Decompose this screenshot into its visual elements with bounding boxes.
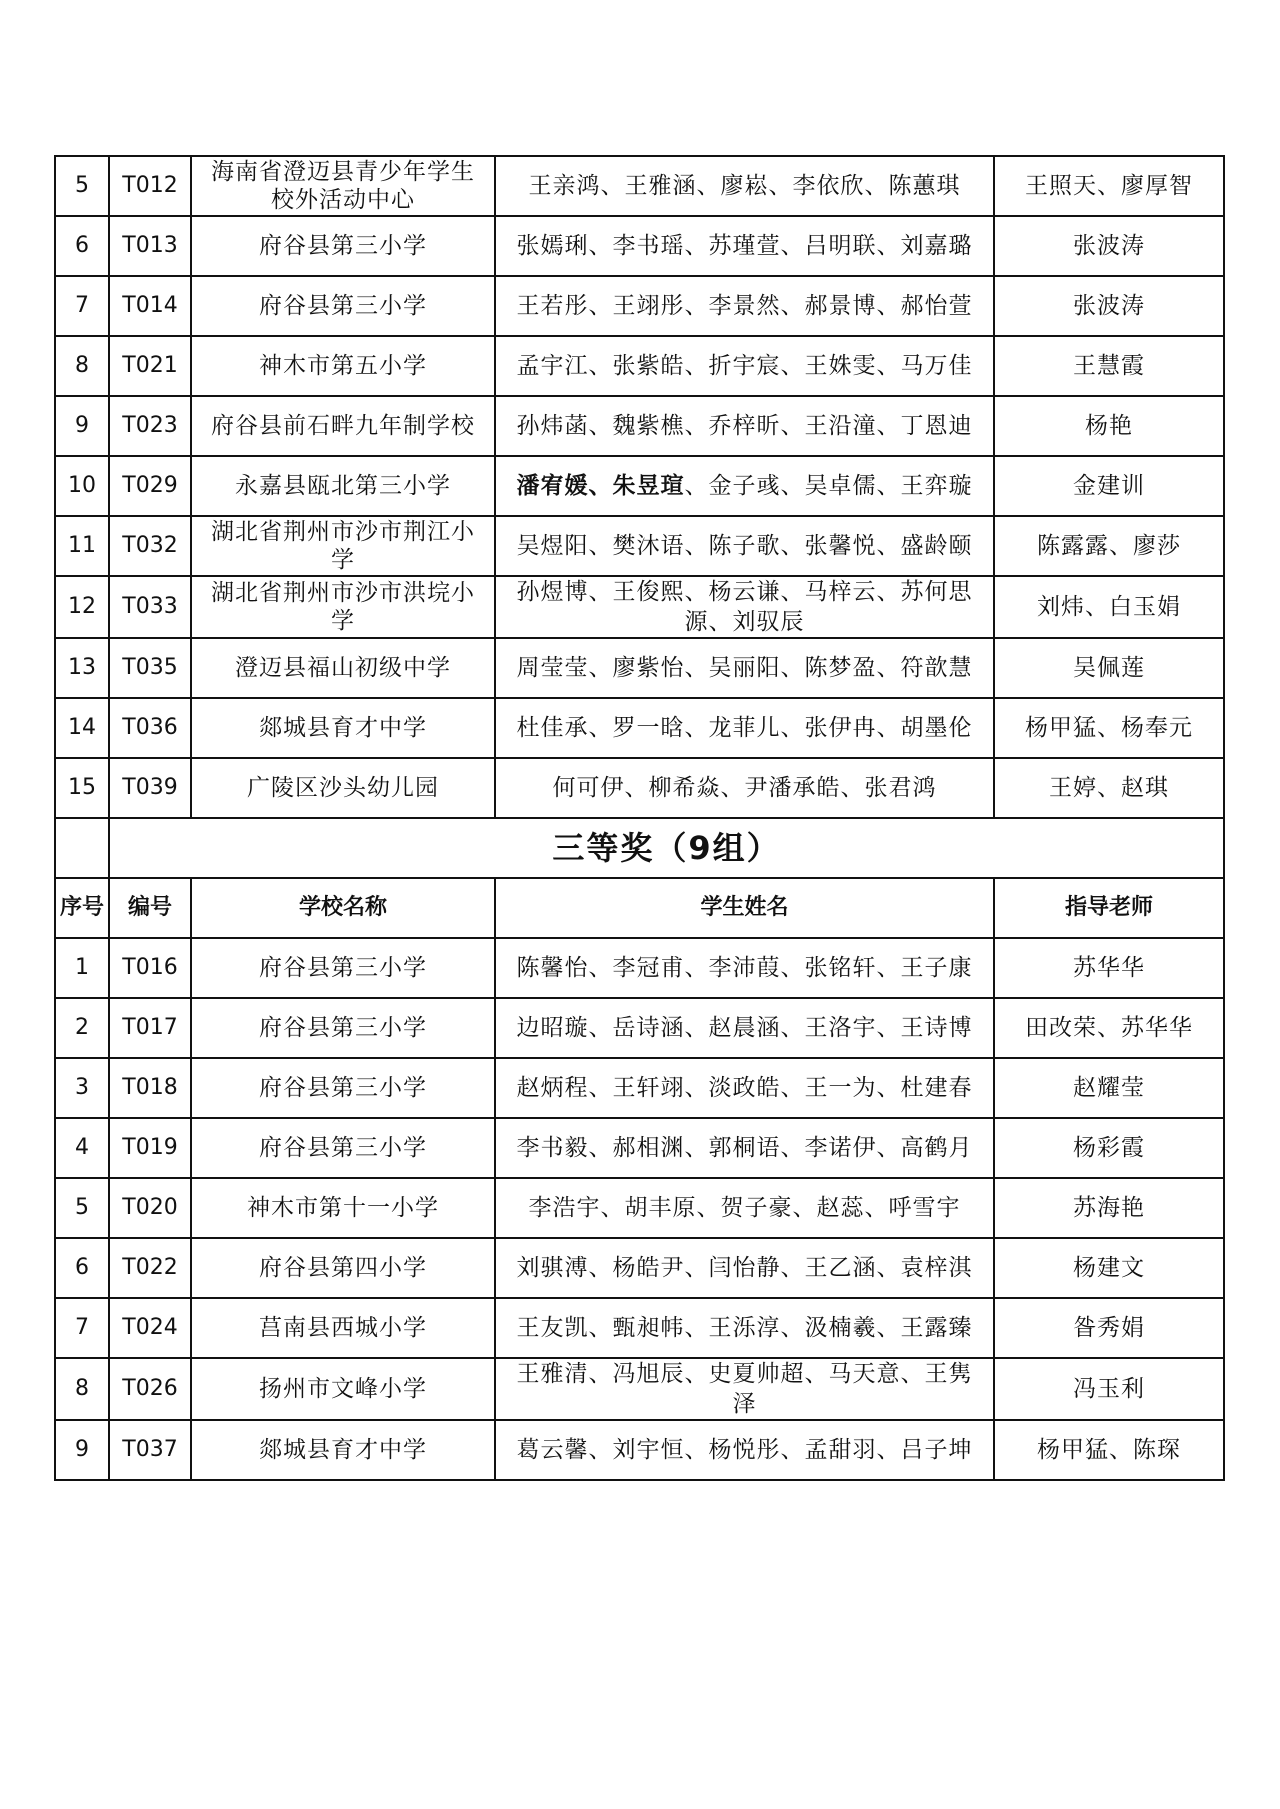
row-code: T036 <box>109 698 191 758</box>
row-students: 王亲鸿、王雅涵、廖崧、李依欣、陈蕙琪 <box>495 156 994 216</box>
row-index: 3 <box>55 1058 109 1118</box>
row-students: 边昭璇、岳诗涵、赵晨涵、王洛宇、王诗博 <box>495 998 994 1058</box>
row-school: 海南省澄迈县青少年学生校外活动中心 <box>191 156 495 216</box>
row-students: 周莹莹、廖紫怡、吴丽阳、陈梦盈、符歆慧 <box>495 638 994 698</box>
row-students: 赵炳程、王轩翊、淡政皓、王一为、杜建春 <box>495 1058 994 1118</box>
row-students: 王若彤、王翊彤、李景然、郝景博、郝怡萱 <box>495 276 994 336</box>
row-index: 1 <box>55 938 109 998</box>
row-teacher: 金建训 <box>994 456 1224 516</box>
row-school: 莒南县西城小学 <box>191 1298 495 1358</box>
row-teacher: 赵耀莹 <box>994 1058 1224 1118</box>
row-teacher: 杨甲猛、陈琛 <box>994 1420 1224 1480</box>
row-index: 6 <box>55 1238 109 1298</box>
header-code: 编号 <box>109 878 191 938</box>
row-code: T020 <box>109 1178 191 1238</box>
row-code: T037 <box>109 1420 191 1480</box>
row-code: T012 <box>109 156 191 216</box>
table-row <box>55 638 1224 698</box>
header-school: 学校名称 <box>191 878 495 938</box>
row-index: 5 <box>55 156 109 216</box>
row-code: T029 <box>109 456 191 516</box>
row-code: T033 <box>109 576 191 638</box>
row-teacher: 张波涛 <box>994 276 1224 336</box>
row-index: 8 <box>55 336 109 396</box>
table-row <box>55 1238 1224 1298</box>
table-row <box>55 758 1224 818</box>
row-teacher: 冯玉利 <box>994 1358 1224 1420</box>
table-row <box>55 998 1224 1058</box>
row-index: 14 <box>55 698 109 758</box>
row-teacher: 杨彩霞 <box>994 1118 1224 1178</box>
row-students: 王雅清、冯旭辰、史夏帅超、马天意、王隽泽 <box>495 1358 994 1420</box>
row-school: 神木市第十一小学 <box>191 1178 495 1238</box>
row-index: 5 <box>55 1178 109 1238</box>
row-index: 7 <box>55 276 109 336</box>
table-row <box>55 1058 1224 1118</box>
row-teacher: 王照天、廖厚智 <box>994 156 1224 216</box>
row-school: 郯城县育才中学 <box>191 698 495 758</box>
table-row <box>55 938 1224 998</box>
row-index: 7 <box>55 1298 109 1358</box>
row-code: T018 <box>109 1058 191 1118</box>
row-students: 孙炜菡、魏紫樵、乔梓昕、王沿潼、丁恩迪 <box>495 396 994 456</box>
row-school: 神木市第五小学 <box>191 336 495 396</box>
header-index: 序号 <box>55 878 109 938</box>
row-students: 孟宇江、张紫皓、折宇宸、王姝雯、马万佳 <box>495 336 994 396</box>
table-row <box>55 1178 1224 1238</box>
row-students: 何可伊、柳希焱、尹潘承皓、张君鸿 <box>495 758 994 818</box>
row-code: T021 <box>109 336 191 396</box>
row-teacher: 杨甲猛、杨奉元 <box>994 698 1224 758</box>
row-school: 扬州市文峰小学 <box>191 1358 495 1420</box>
row-school: 郯城县育才中学 <box>191 1420 495 1480</box>
row-code: T035 <box>109 638 191 698</box>
row-school: 府谷县第三小学 <box>191 1118 495 1178</box>
row-teacher: 昝秀娟 <box>994 1298 1224 1358</box>
row-code: T026 <box>109 1358 191 1420</box>
table-row <box>55 456 1224 516</box>
row-index: 13 <box>55 638 109 698</box>
table-row <box>55 216 1224 276</box>
row-code: T039 <box>109 758 191 818</box>
row-teacher: 刘炜、白玉娟 <box>994 576 1224 638</box>
row-code: T013 <box>109 216 191 276</box>
row-students: 王友凯、甄昶帏、王泺淳、汲楠羲、王露臻 <box>495 1298 994 1358</box>
row-students: 刘骐溥、杨皓尹、闫怡静、王乙涵、袁梓淇 <box>495 1238 994 1298</box>
row-index: 8 <box>55 1358 109 1420</box>
table-row <box>55 516 1224 576</box>
row-teacher: 张波涛 <box>994 216 1224 276</box>
header-students: 学生姓名 <box>495 878 994 938</box>
table-row <box>55 336 1224 396</box>
row-students: 李浩宇、胡丰原、贺子豪、赵蕊、呼雪宇 <box>495 1178 994 1238</box>
students-highlighted: 潘宥媛、朱昱瑄 <box>516 472 685 499</box>
row-index: 15 <box>55 758 109 818</box>
awards-table <box>54 155 1225 1481</box>
row-students <box>495 456 994 516</box>
table-row <box>55 396 1224 456</box>
row-teacher: 王婷、赵琪 <box>994 758 1224 818</box>
row-students: 张嫣琍、李书瑶、苏瑾萱、吕明联、刘嘉璐 <box>495 216 994 276</box>
row-index: 9 <box>55 396 109 456</box>
header-teacher: 指导老师 <box>994 878 1224 938</box>
table-row <box>55 576 1224 638</box>
row-school: 湖北省荆州市沙市荆江小学 <box>191 516 495 576</box>
section-blank-cell <box>55 818 109 878</box>
row-students: 葛云馨、刘宇恒、杨悦彤、孟甜羽、吕子坤 <box>495 1420 994 1480</box>
row-teacher: 陈露露、廖莎 <box>994 516 1224 576</box>
section-title: 三等奖（9组） <box>109 818 1224 878</box>
row-index: 11 <box>55 516 109 576</box>
table-row <box>55 1358 1224 1420</box>
table-row <box>55 1298 1224 1358</box>
table-row <box>55 156 1224 216</box>
row-students: 孙煜博、王俊熙、杨云谦、马梓云、苏何思源、刘驭辰 <box>495 576 994 638</box>
row-school: 府谷县第三小学 <box>191 276 495 336</box>
row-school: 府谷县前石畔九年制学校 <box>191 396 495 456</box>
row-code: T014 <box>109 276 191 336</box>
second-prize-rows <box>55 156 1224 818</box>
table-header-row <box>55 878 1224 938</box>
row-school: 澄迈县福山初级中学 <box>191 638 495 698</box>
section-title-row <box>55 818 1224 878</box>
row-school: 府谷县第三小学 <box>191 1058 495 1118</box>
row-teacher: 杨艳 <box>994 396 1224 456</box>
row-code: T022 <box>109 1238 191 1298</box>
row-index: 12 <box>55 576 109 638</box>
row-index: 2 <box>55 998 109 1058</box>
row-code: T016 <box>109 938 191 998</box>
table-row <box>55 1420 1224 1480</box>
row-index: 9 <box>55 1420 109 1480</box>
row-school: 广陵区沙头幼儿园 <box>191 758 495 818</box>
table-row <box>55 1118 1224 1178</box>
row-teacher: 杨建文 <box>994 1238 1224 1298</box>
row-students: 陈馨怡、李冠甫、李沛葭、张铭轩、王子康 <box>495 938 994 998</box>
row-code: T024 <box>109 1298 191 1358</box>
row-teacher: 吴佩莲 <box>994 638 1224 698</box>
table-row <box>55 276 1224 336</box>
row-index: 6 <box>55 216 109 276</box>
row-students: 杜佳承、罗一晗、龙菲儿、张伊冉、胡墨伦 <box>495 698 994 758</box>
row-teacher: 苏华华 <box>994 938 1224 998</box>
row-students: 吴煜阳、樊沐语、陈子歌、张馨悦、盛龄颐 <box>495 516 994 576</box>
row-index: 4 <box>55 1118 109 1178</box>
row-school: 永嘉县瓯北第三小学 <box>191 456 495 516</box>
row-school: 府谷县第三小学 <box>191 938 495 998</box>
row-teacher: 王慧霞 <box>994 336 1224 396</box>
third-prize-rows <box>55 938 1224 1480</box>
row-code: T019 <box>109 1118 191 1178</box>
row-students: 李书毅、郝相渊、郭桐语、李诺伊、高鹤月 <box>495 1118 994 1178</box>
third-prize-section <box>55 818 1224 938</box>
table-row <box>55 698 1224 758</box>
row-school: 湖北省荆州市沙市洪垸小学 <box>191 576 495 638</box>
row-code: T017 <box>109 998 191 1058</box>
row-school: 府谷县第四小学 <box>191 1238 495 1298</box>
row-code: T032 <box>109 516 191 576</box>
row-code: T023 <box>109 396 191 456</box>
row-index: 10 <box>55 456 109 516</box>
students-rest: 、金子彧、吴卓儒、王弈璇 <box>684 473 973 499</box>
row-teacher: 苏海艳 <box>994 1178 1224 1238</box>
row-teacher: 田改荣、苏华华 <box>994 998 1224 1058</box>
row-school: 府谷县第三小学 <box>191 216 495 276</box>
row-school: 府谷县第三小学 <box>191 998 495 1058</box>
